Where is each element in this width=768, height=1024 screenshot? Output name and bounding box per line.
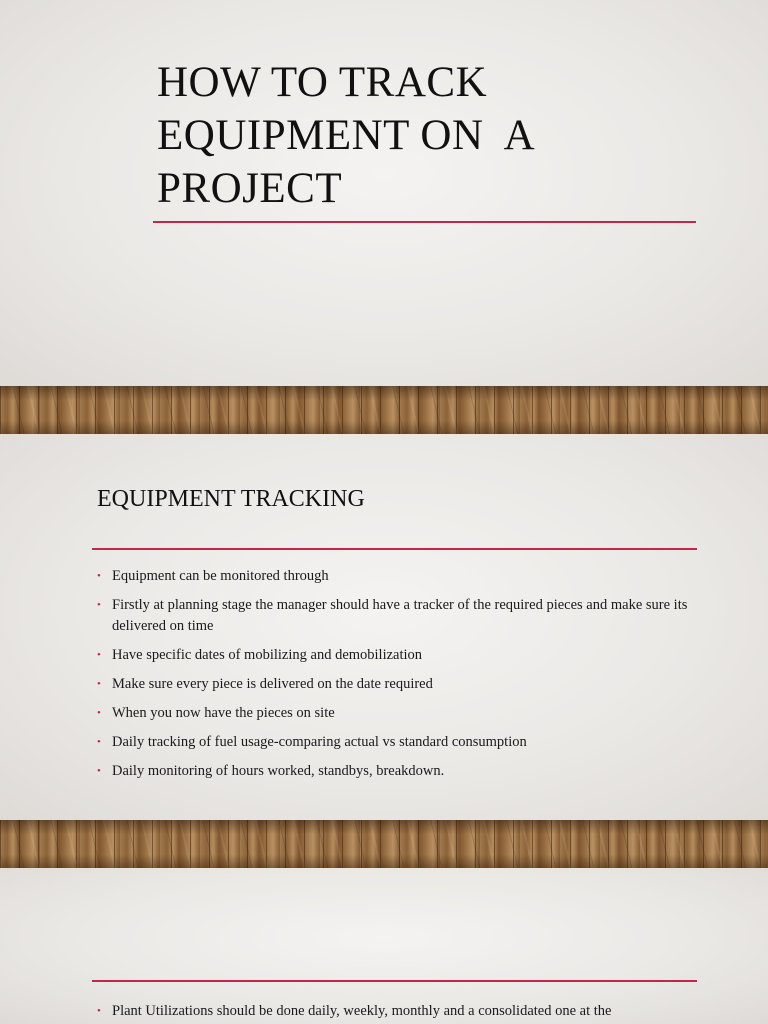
bullet-dot-icon: • — [97, 736, 101, 748]
slide-title-text: HOW TO TRACK EQUIPMENT ON A PROJECT — [157, 59, 536, 212]
list-item-text: Firstly at planning stage the manager should have a tracker of the required pieces and make sure its delivered on time — [112, 597, 688, 634]
bullet-dot-icon: • — [97, 570, 101, 582]
list-item — [97, 674, 697, 695]
list-item-text: Equipment can be monitored through — [112, 568, 329, 584]
list-item — [97, 703, 697, 724]
list-item-text: Daily tracking of fuel usage-comparing actual vs standard consumption — [112, 734, 527, 750]
list-item — [97, 566, 697, 587]
list-item-text: Make sure every piece is delivered on the date required — [112, 676, 433, 692]
slide-title — [0, 0, 768, 386]
bullet-dot-icon: • — [97, 765, 101, 777]
list-item-text: When you now have the pieces on site — [112, 705, 335, 721]
bullet-dot-icon: • — [97, 1005, 101, 1017]
list-item-text: Plant Utilizations should be done daily, weekly, monthly and a consolidated one at the — [112, 1003, 612, 1019]
bullet-dot-icon: • — [97, 678, 101, 690]
list-item — [97, 732, 697, 753]
slide-plant-utilization — [0, 868, 768, 1024]
title-divider — [153, 221, 696, 223]
bullet-dot-icon: • — [97, 649, 101, 661]
heading-divider — [92, 548, 697, 550]
list-item — [97, 1001, 697, 1022]
list-item — [97, 761, 697, 782]
bullet-dot-icon: • — [97, 707, 101, 719]
wood-floor-divider — [0, 820, 768, 868]
list-item-text: Have specific dates of mobilizing and demobilization — [112, 647, 423, 663]
heading-divider — [92, 980, 697, 982]
wood-floor-divider — [0, 386, 768, 434]
list-item — [97, 645, 697, 666]
bullet-list — [97, 1001, 697, 1024]
list-item — [97, 595, 697, 637]
slide-heading: EQUIPMENT TRACKING — [97, 486, 365, 512]
bullet-list — [97, 566, 697, 790]
slide-equipment-tracking — [0, 434, 768, 820]
bullet-dot-icon: • — [97, 599, 101, 611]
list-item-text: Daily monitoring of hours worked, standbys, breakdown. — [112, 763, 445, 779]
